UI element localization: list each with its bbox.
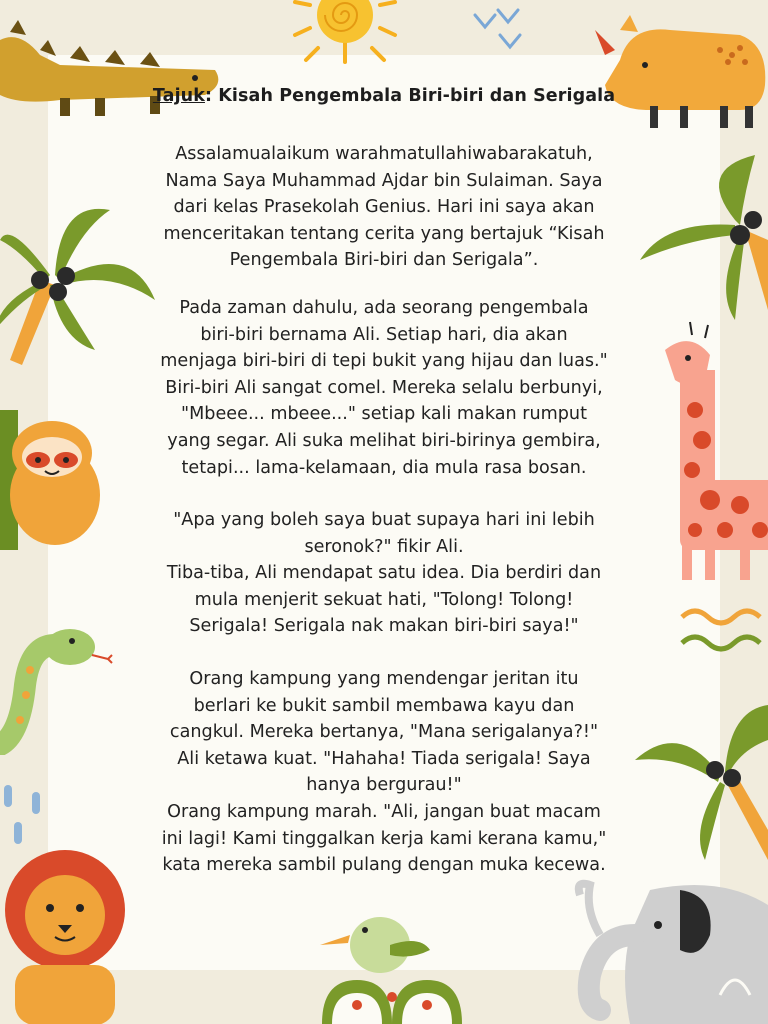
text-line: Biri-biri Ali sangat comel. Mereka selalu berbunyi, [165, 377, 603, 398]
story-title [0, 86, 768, 106]
text-line: biri-biri bernama Ali. Setiap hari, dia akan [200, 324, 568, 345]
text-line: Nama Saya Muhammad Ajdar bin Sulaiman. Saya [165, 170, 603, 191]
text-line: menceritakan tentang cerita yang bertajuk “Kisah [163, 223, 605, 244]
text-line: Assalamualaikum warahmatullahiwabarakatuh, [175, 144, 593, 164]
text-line: Pada zaman dahulu, ada seorang pengembala [179, 298, 589, 318]
paragraph-idea [120, 507, 648, 640]
text-line: cangkul. Mereka bertanya, "Mana serigalanya?!" [169, 722, 599, 743]
title-text: : Kisah Pengembala Biri-biri dan Serigala [204, 86, 616, 106]
text-line: hanya bergurau!" [306, 775, 462, 796]
text-line: dari kelas Prasekolah Genius. Hari ini saya akan [173, 197, 595, 218]
text-line: ini lagi! Kami tinggalkan kerja kami kerana kamu," [161, 828, 607, 849]
text-line: tetapi... lama-kelamaan, dia mula rasa bosan. [181, 457, 587, 478]
text-line: berlari ke bukit sambil membawa kayu dan [193, 695, 575, 716]
title-prefix: Tajuk [152, 86, 205, 106]
text-line: "Mbeee... mbeee..." setiap kali makan rumput [181, 404, 587, 425]
text-line: "Apa yang boleh saya buat supaya hari ini lebih [173, 510, 595, 530]
text-line: mula menjerit sekuat hati, "Tolong! Tolong! [194, 589, 574, 610]
paragraph-greeting [120, 141, 648, 274]
text-line: seronok?" fikir Ali. [304, 536, 464, 557]
paragraph-villagers [120, 666, 648, 879]
text-line: Ali ketawa kuat. "Hahaha! Tiada serigala! Saya [177, 748, 591, 769]
text-line: Tiba-tiba, Ali mendapat satu idea. Dia berdiri dan [166, 563, 602, 584]
text-line: Pengembala Biri-biri dan Serigala”. [229, 250, 539, 271]
paragraph-story-intro [120, 295, 648, 481]
text-line: kata mereka sambil pulang dengan muka kecewa. [162, 855, 606, 876]
text-line: Orang kampung marah. "Ali, jangan buat macam [167, 801, 601, 822]
text-line: Orang kampung yang mendengar jeritan itu [189, 669, 579, 689]
text-line: Serigala! Serigala nak makan biri-biri saya!" [189, 616, 579, 637]
text-line: menjaga biri-biri di tepi bukit yang hijau dan luas." [160, 351, 608, 372]
text-line: yang segar. Ali suka melihat biri-birinya gembira, [167, 430, 601, 451]
